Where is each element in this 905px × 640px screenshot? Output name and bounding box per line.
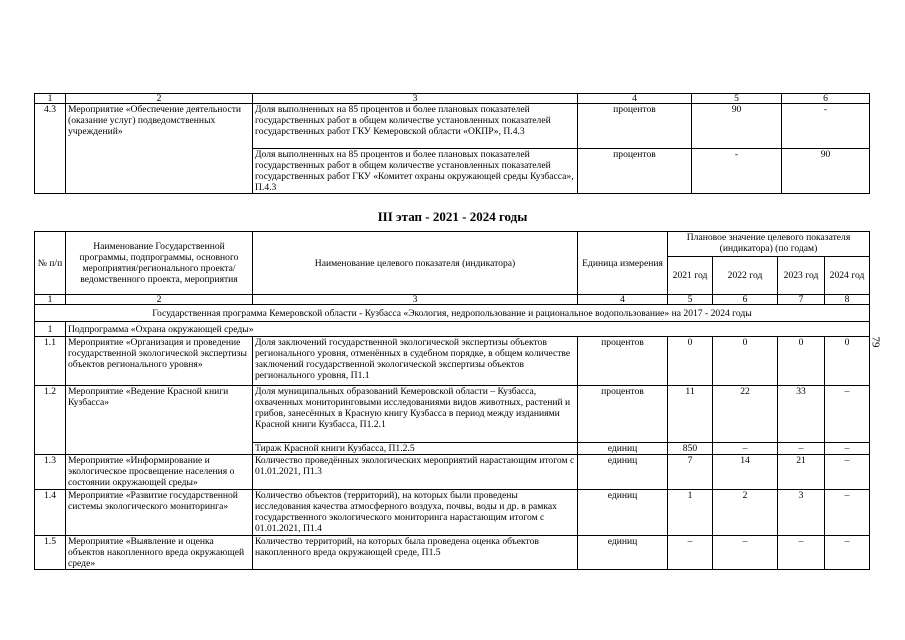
col-number: 4 xyxy=(578,295,668,305)
indicator-name: Количество проведённых экологических мероприятий нарастающим итогом с 01.01.2021, П1.3 xyxy=(253,455,578,490)
event-name: Мероприятие «Организация и проведение государственной экологической экспертизы объектов регионального уровня» xyxy=(66,337,253,386)
indicator-name: Тираж Красной книги Кузбасса, П1.2.5 xyxy=(253,443,578,455)
value: – xyxy=(778,443,825,455)
col-number: 2 xyxy=(66,94,253,104)
row-number: 1.4 xyxy=(35,490,66,536)
value: 0 xyxy=(713,337,778,386)
unit: процентов xyxy=(578,104,692,149)
indicator-name: Количество территорий, на которых была проведена оценка объектов накопленного вреда окружающей среде, П1.5 xyxy=(253,536,578,570)
col-number: 6 xyxy=(782,94,870,104)
row-number: 4.3 xyxy=(35,104,66,194)
unit: единиц xyxy=(578,455,668,490)
col-number: 3 xyxy=(253,295,578,305)
header-row xyxy=(35,232,870,257)
value: – xyxy=(668,536,713,570)
col-number: 5 xyxy=(692,94,782,104)
value: 0 xyxy=(825,337,870,386)
column-number-row xyxy=(35,295,870,305)
header-year: 2021 год xyxy=(668,257,713,295)
column-number-row xyxy=(35,94,870,104)
unit: процентов xyxy=(578,386,668,443)
header-year: 2022 год xyxy=(713,257,778,295)
value: 14 xyxy=(713,455,778,490)
subprogram-row xyxy=(35,322,870,337)
value: – xyxy=(825,443,870,455)
col-number: 3 xyxy=(253,94,578,104)
page-number: 79 xyxy=(869,336,882,348)
header-unit: Единица измерения xyxy=(578,232,668,295)
value: 90 xyxy=(782,149,870,194)
value: 22 xyxy=(713,386,778,443)
value: – xyxy=(825,386,870,443)
value: – xyxy=(825,490,870,536)
value: 11 xyxy=(668,386,713,443)
col-number: 2 xyxy=(66,295,253,305)
header-program: Наименование Государственной программы, подпрограммы, основного мероприятия/регионального проекта/ведомственного проекта, мероприятия xyxy=(66,232,253,295)
stage-title: III этап - 2021 - 2024 годы xyxy=(377,209,528,224)
header-num: № п/п xyxy=(35,232,66,295)
col-number: 1 xyxy=(35,94,66,104)
event-name: Мероприятие «Обеспечение деятельности (оказание услуг) подведомственных учреждений» xyxy=(66,104,253,194)
row-number: 1.3 xyxy=(35,455,66,490)
value: 33 xyxy=(778,386,825,443)
table-row xyxy=(35,536,870,570)
indicators-table xyxy=(34,231,870,570)
col-number: 5 xyxy=(668,295,713,305)
event-name: Мероприятие «Развитие государственной системы экологического мониторинга» xyxy=(66,490,253,536)
subprogram-title: Подпрограмма «Охрана окружающей среды» xyxy=(66,322,870,337)
value: 850 xyxy=(668,443,713,455)
continuation-table xyxy=(34,93,870,194)
event-name: Мероприятие «Выявление и оценка объектов накопленного вреда окружающей среде» xyxy=(66,536,253,570)
unit: единиц xyxy=(578,443,668,455)
value: – xyxy=(825,536,870,570)
value: 3 xyxy=(778,490,825,536)
value: 0 xyxy=(668,337,713,386)
table-row xyxy=(35,337,870,386)
value: – xyxy=(713,443,778,455)
table-row xyxy=(35,104,870,149)
unit: единиц xyxy=(578,490,668,536)
value: – xyxy=(713,536,778,570)
header-year: 2024 год xyxy=(825,257,870,295)
indicator-name: Доля заключений государственной экологической экспертизы объектов регионального уровня, отменённых в судебном порядке, в общем количестве заключений государственной экологической экспертизы объектов регионального уровня, П1.1 xyxy=(253,337,578,386)
unit: единиц xyxy=(578,536,668,570)
value: - xyxy=(782,104,870,149)
value: 7 xyxy=(668,455,713,490)
indicator-name: Доля выполненных на 85 процентов и более плановых показателей государственных работ в общем количестве установленных показателей государственных работ ГКУ «Комитет охраны окружающей среды Кузбасса», П.4.3 xyxy=(253,149,578,194)
value: 1 xyxy=(668,490,713,536)
value: 0 xyxy=(778,337,825,386)
row-number: 1.5 xyxy=(35,536,66,570)
col-number: 1 xyxy=(35,295,66,305)
value: - xyxy=(692,149,782,194)
value: 90 xyxy=(692,104,782,149)
indicator-name: Доля выполненных на 85 процентов и более плановых показателей государственных работ в общем количестве установленных показателей государственных работ ГКУ Кемеровской области «ОКПР», П.4.3 xyxy=(253,104,578,149)
indicator-name: Количество объектов (территорий), на которых были проведены исследования качества атмосферного воздуха, почвы, воды и др. в рамках государственного экологического мониторинга нарастающим итогом с 01.01.2021, П1.4 xyxy=(253,490,578,536)
col-number: 4 xyxy=(578,94,692,104)
table-row xyxy=(35,490,870,536)
header-indicator: Наименование целевого показателя (индикатора) xyxy=(253,232,578,295)
event-name: Мероприятие «Информирование и экологическое просвещение населения о состоянии окружающей среды» xyxy=(66,455,253,490)
row-number: 1.1 xyxy=(35,337,66,386)
row-number: 1 xyxy=(35,322,66,337)
col-number: 6 xyxy=(713,295,778,305)
value: – xyxy=(778,536,825,570)
table-row xyxy=(35,455,870,490)
row-number: 1.2 xyxy=(35,386,66,455)
col-number: 8 xyxy=(825,295,870,305)
unit: процентов xyxy=(578,149,692,194)
table-row xyxy=(35,386,870,443)
unit: процентов xyxy=(578,337,668,386)
col-number: 7 xyxy=(778,295,825,305)
program-row xyxy=(35,305,870,322)
header-year: 2023 год xyxy=(778,257,825,295)
value: – xyxy=(825,455,870,490)
program-title: Государственная программа Кемеровской области - Кузбасса «Экология, недропользование и рациональное водопользование» на 2017 - 2024 годы xyxy=(35,305,870,322)
value: 21 xyxy=(778,455,825,490)
header-planned: Плановое значение целевого показателя (индикатора) (по годам) xyxy=(668,232,870,257)
value: 2 xyxy=(713,490,778,536)
event-name: Мероприятие «Ведение Красной книги Кузбасса» xyxy=(66,386,253,455)
indicator-name: Доля муниципальных образований Кемеровской области – Кузбасса, охваченных мониторинговыми исследованиями видов животных, растений и грибов, занесённых в Красную книгу Кузбасса в период между изданиями Красной книги Кузбасса, П1.2.1 xyxy=(253,386,578,443)
